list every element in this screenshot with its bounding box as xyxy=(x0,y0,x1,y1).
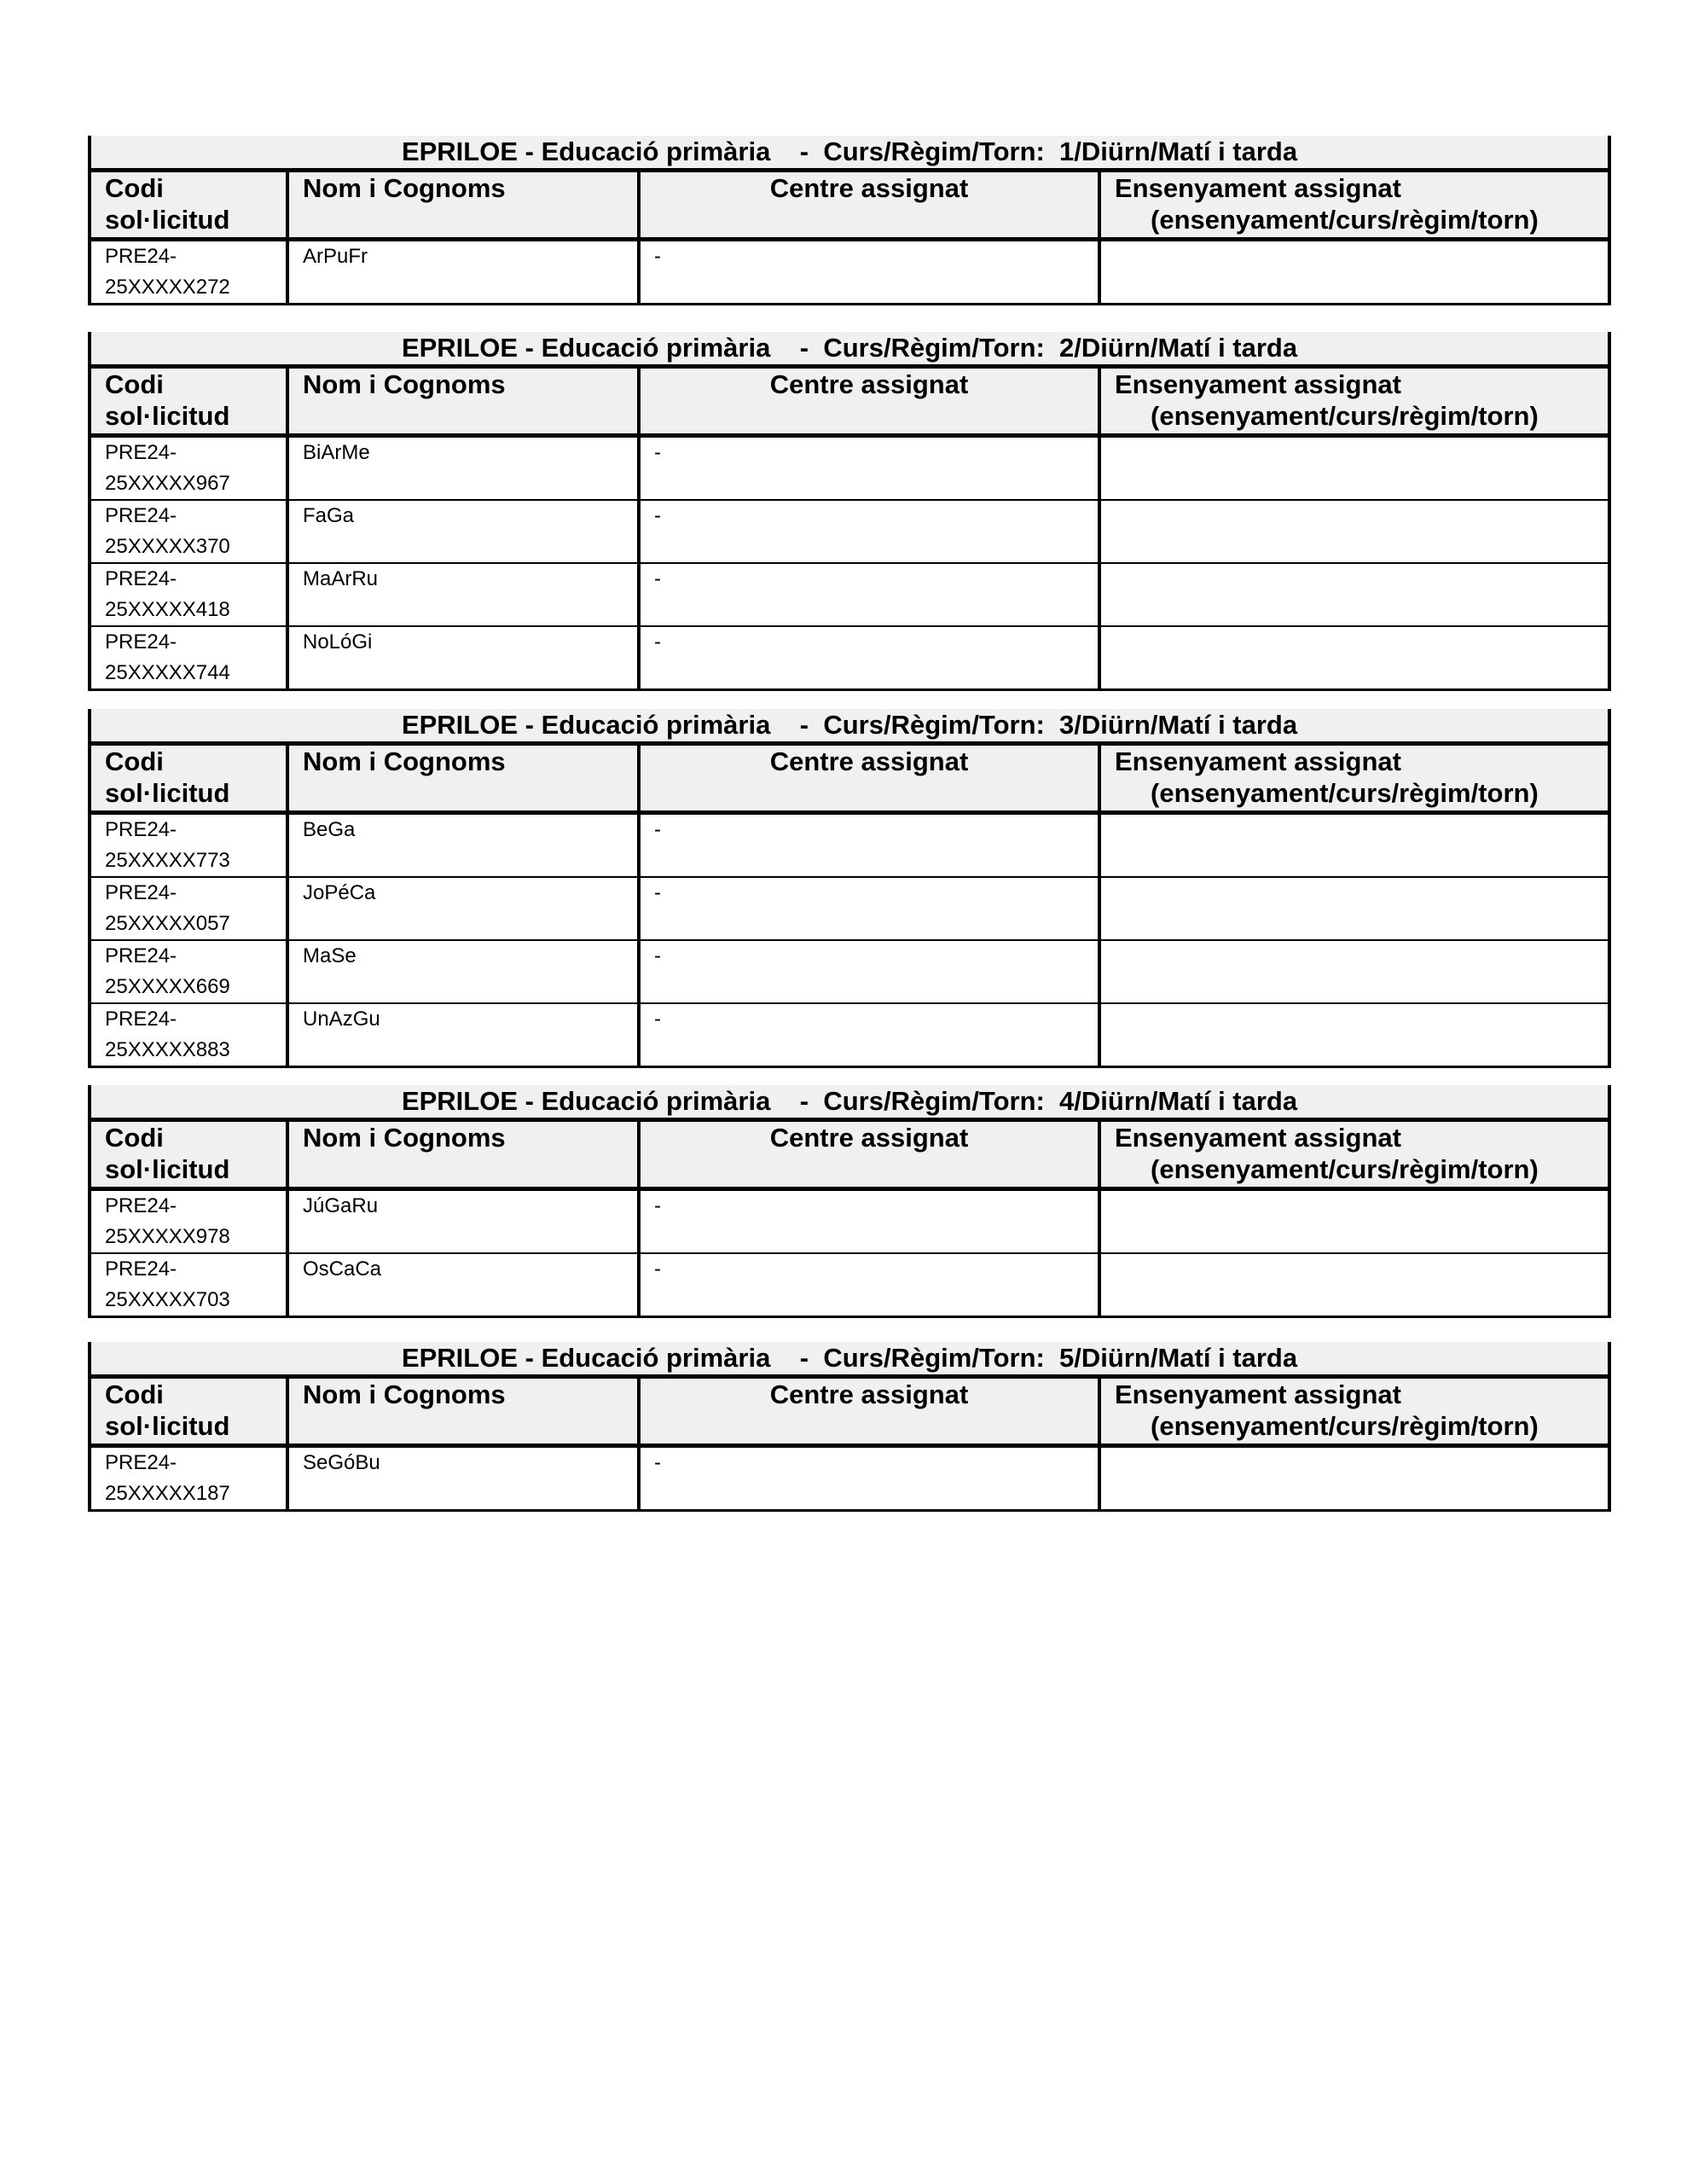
teaching-cell xyxy=(1099,500,1609,563)
code-line1: PRE24- xyxy=(105,1008,177,1031)
table-row xyxy=(90,626,1609,690)
header-code-line1: Codi xyxy=(105,746,164,776)
assignment-table xyxy=(88,1085,1611,1318)
header-name: Nom i Cognoms xyxy=(287,1377,639,1446)
code-line1: PRE24- xyxy=(105,818,177,841)
code-line1: PRE24- xyxy=(105,1194,177,1217)
code-line2: 25XXXXX057 xyxy=(105,912,230,935)
header-code-line1: Codi xyxy=(105,1123,164,1153)
code-line1: PRE24- xyxy=(105,1258,177,1281)
code-line2: 25XXXXX967 xyxy=(105,472,230,495)
header-centre: Centre assignat xyxy=(639,171,1099,240)
code-line2: 25XXXXX669 xyxy=(105,975,230,998)
code-line2: 25XXXXX272 xyxy=(105,276,230,299)
header-row xyxy=(90,744,1609,813)
centre-cell: - xyxy=(639,500,1099,563)
teaching-cell xyxy=(1099,1189,1609,1254)
header-code-line2: sol·licitud xyxy=(105,205,230,235)
name-cell: FaGa xyxy=(287,500,639,563)
header-code-line1: Codi xyxy=(105,173,164,203)
code-line1: PRE24- xyxy=(105,944,177,967)
table-title: EPRILOE - Educació primària - Curs/Règim/Torn: 2/Diürn/Matí i tarda xyxy=(90,332,1609,367)
header-row xyxy=(90,171,1609,240)
centre-cell: - xyxy=(639,877,1099,940)
code-line1: PRE24- xyxy=(105,630,177,653)
header-code-line1: Codi xyxy=(105,369,164,399)
teaching-cell xyxy=(1099,563,1609,626)
table-row xyxy=(90,877,1609,940)
code-line2: 25XXXXX187 xyxy=(105,1482,230,1505)
header-name: Nom i Cognoms xyxy=(287,171,639,240)
teaching-cell xyxy=(1099,813,1609,878)
code-line1: PRE24- xyxy=(105,567,177,590)
code-line2: 25XXXXX773 xyxy=(105,849,230,872)
code-line1: PRE24- xyxy=(105,881,177,904)
centre-cell: - xyxy=(639,240,1099,305)
assignment-table xyxy=(88,332,1611,691)
header-name: Nom i Cognoms xyxy=(287,1120,639,1189)
code-cell xyxy=(90,563,287,626)
name-cell: OsCaCa xyxy=(287,1253,639,1317)
code-cell xyxy=(90,240,287,305)
assignment-table xyxy=(88,136,1611,305)
table-title: EPRILOE - Educació primària - Curs/Règim/Torn: 5/Diürn/Matí i tarda xyxy=(90,1342,1609,1377)
header-centre: Centre assignat xyxy=(639,744,1099,813)
table-title: EPRILOE - Educació primària - Curs/Règim/Torn: 4/Diürn/Matí i tarda xyxy=(90,1085,1609,1120)
assignment-table xyxy=(88,1342,1611,1512)
header-code-line2: sol·licitud xyxy=(105,401,230,431)
header-teaching xyxy=(1099,1120,1609,1189)
header-centre: Centre assignat xyxy=(639,1120,1099,1189)
code-cell xyxy=(90,940,287,1003)
header-code xyxy=(90,367,287,436)
header-code xyxy=(90,171,287,240)
table-row xyxy=(90,940,1609,1003)
header-code xyxy=(90,1377,287,1446)
header-code-line2: sol·licitud xyxy=(105,1154,230,1184)
teaching-cell xyxy=(1099,436,1609,501)
header-row xyxy=(90,1120,1609,1189)
header-teaching xyxy=(1099,367,1609,436)
code-line2: 25XXXXX883 xyxy=(105,1038,230,1061)
name-cell: NoLóGi xyxy=(287,626,639,690)
table-title-row xyxy=(90,709,1609,744)
table-row xyxy=(90,1253,1609,1317)
header-code xyxy=(90,1120,287,1189)
code-line1: PRE24- xyxy=(105,245,177,268)
code-cell xyxy=(90,1003,287,1067)
header-teaching-line2: (ensenyament/curs/règim/torn) xyxy=(1151,205,1539,235)
header-teaching-line2: (ensenyament/curs/règim/torn) xyxy=(1151,778,1539,808)
teaching-cell xyxy=(1099,626,1609,690)
header-centre: Centre assignat xyxy=(639,367,1099,436)
code-cell xyxy=(90,1189,287,1254)
header-teaching-line1: Ensenyament assignat xyxy=(1115,369,1401,399)
header-centre: Centre assignat xyxy=(639,1377,1099,1446)
code-line1: PRE24- xyxy=(105,1451,177,1474)
header-teaching-line1: Ensenyament assignat xyxy=(1115,173,1401,203)
table-title-row xyxy=(90,332,1609,367)
header-teaching-line1: Ensenyament assignat xyxy=(1115,1123,1401,1153)
teaching-cell xyxy=(1099,1253,1609,1317)
code-line2: 25XXXXX370 xyxy=(105,535,230,558)
code-line2: 25XXXXX703 xyxy=(105,1288,230,1311)
name-cell: ArPuFr xyxy=(287,240,639,305)
name-cell: SeGóBu xyxy=(287,1446,639,1511)
header-teaching-line1: Ensenyament assignat xyxy=(1115,1380,1401,1409)
code-cell xyxy=(90,1253,287,1317)
teaching-cell xyxy=(1099,1003,1609,1067)
code-line2: 25XXXXX744 xyxy=(105,661,230,684)
name-cell: UnAzGu xyxy=(287,1003,639,1067)
table-title-row xyxy=(90,136,1609,171)
centre-cell: - xyxy=(639,1253,1099,1317)
name-cell: BeGa xyxy=(287,813,639,878)
table-row xyxy=(90,563,1609,626)
centre-cell: - xyxy=(639,1003,1099,1067)
header-code xyxy=(90,744,287,813)
header-code-line2: sol·licitud xyxy=(105,778,230,808)
teaching-cell xyxy=(1099,240,1609,305)
header-row xyxy=(90,1377,1609,1446)
table-row xyxy=(90,813,1609,878)
code-cell xyxy=(90,500,287,563)
centre-cell: - xyxy=(639,436,1099,501)
code-line1: PRE24- xyxy=(105,504,177,527)
header-name: Nom i Cognoms xyxy=(287,744,639,813)
header-teaching xyxy=(1099,1377,1609,1446)
table-row xyxy=(90,240,1609,305)
teaching-cell xyxy=(1099,940,1609,1003)
table-row xyxy=(90,1446,1609,1511)
header-teaching xyxy=(1099,744,1609,813)
name-cell: JoPéCa xyxy=(287,877,639,940)
header-teaching-line2: (ensenyament/curs/règim/torn) xyxy=(1151,1154,1539,1184)
centre-cell: - xyxy=(639,626,1099,690)
header-row xyxy=(90,367,1609,436)
header-name: Nom i Cognoms xyxy=(287,367,639,436)
name-cell: JúGaRu xyxy=(287,1189,639,1254)
centre-cell: - xyxy=(639,563,1099,626)
centre-cell: - xyxy=(639,1446,1099,1511)
code-cell xyxy=(90,813,287,878)
name-cell: MaArRu xyxy=(287,563,639,626)
centre-cell: - xyxy=(639,940,1099,1003)
code-cell xyxy=(90,877,287,940)
table-row xyxy=(90,436,1609,501)
teaching-cell xyxy=(1099,877,1609,940)
header-code-line2: sol·licitud xyxy=(105,1411,230,1441)
table-row xyxy=(90,500,1609,563)
header-teaching-line2: (ensenyament/curs/règim/torn) xyxy=(1151,1411,1539,1441)
code-line1: PRE24- xyxy=(105,441,177,464)
header-teaching-line1: Ensenyament assignat xyxy=(1115,746,1401,776)
centre-cell: - xyxy=(639,813,1099,878)
name-cell: BiArMe xyxy=(287,436,639,501)
teaching-cell xyxy=(1099,1446,1609,1511)
table-title-row xyxy=(90,1342,1609,1377)
code-cell xyxy=(90,1446,287,1511)
code-line2: 25XXXXX418 xyxy=(105,598,230,621)
code-cell xyxy=(90,626,287,690)
header-code-line1: Codi xyxy=(105,1380,164,1409)
table-title-row xyxy=(90,1085,1609,1120)
code-cell xyxy=(90,436,287,501)
code-line2: 25XXXXX978 xyxy=(105,1225,230,1248)
table-title: EPRILOE - Educació primària - Curs/Règim/Torn: 3/Diürn/Matí i tarda xyxy=(90,709,1609,744)
name-cell: MaSe xyxy=(287,940,639,1003)
table-row xyxy=(90,1003,1609,1067)
header-teaching-line2: (ensenyament/curs/règim/torn) xyxy=(1151,401,1539,431)
header-teaching xyxy=(1099,171,1609,240)
table-row xyxy=(90,1189,1609,1254)
table-title: EPRILOE - Educació primària - Curs/Règim/Torn: 1/Diürn/Matí i tarda xyxy=(90,136,1609,171)
assignment-table xyxy=(88,709,1611,1068)
centre-cell: - xyxy=(639,1189,1099,1254)
